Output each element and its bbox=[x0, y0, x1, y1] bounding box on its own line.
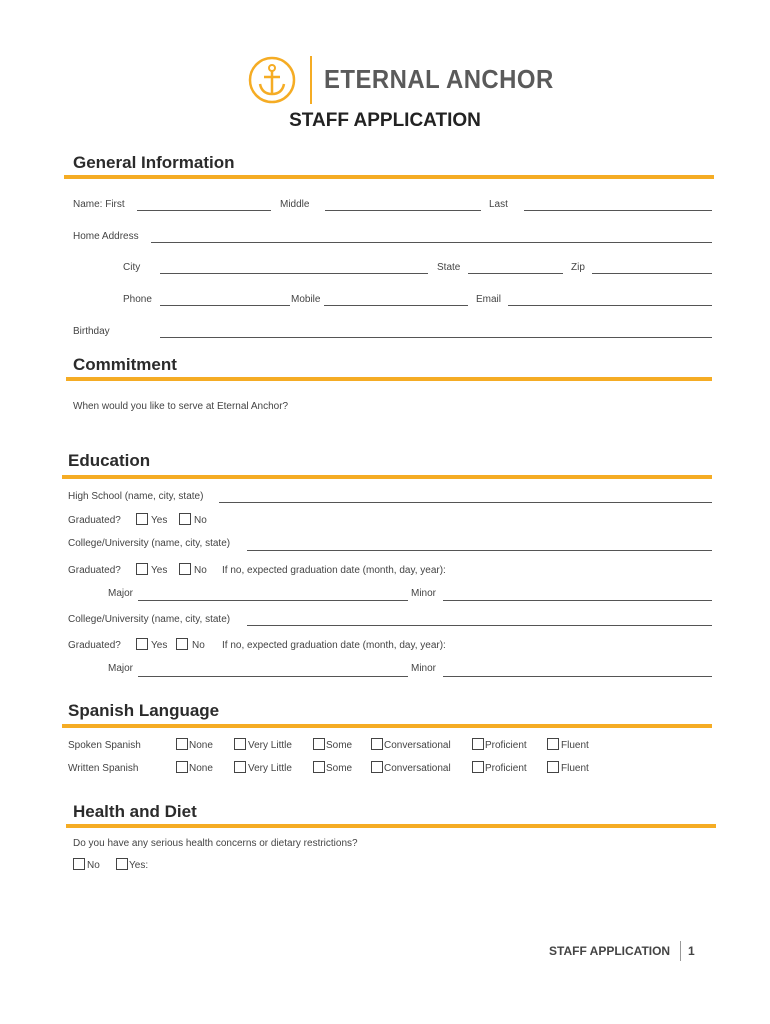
section-rule bbox=[66, 824, 716, 828]
expected-graduation-label: If no, expected graduation date (month, day, year): bbox=[222, 640, 446, 651]
level-label: None bbox=[189, 740, 213, 751]
health-yes-checkbox[interactable] bbox=[116, 858, 128, 870]
written-conversational-checkbox[interactable] bbox=[371, 761, 383, 773]
level-label: Proficient bbox=[485, 740, 527, 751]
written-none-checkbox[interactable] bbox=[176, 761, 188, 773]
spoken-none-checkbox[interactable] bbox=[176, 738, 188, 750]
spoken-spanish-label: Spoken Spanish bbox=[68, 740, 141, 751]
section-rule bbox=[64, 175, 714, 179]
birthday-label: Birthday bbox=[73, 326, 110, 337]
home-address-label: Home Address bbox=[73, 231, 139, 242]
yes-label: Yes bbox=[151, 515, 168, 526]
health-question: Do you have any serious health concerns or dietary restrictions? bbox=[73, 838, 358, 849]
level-label: Proficient bbox=[485, 763, 527, 774]
college2-graduated-no-checkbox[interactable] bbox=[176, 638, 188, 650]
written-spanish-label: Written Spanish bbox=[68, 763, 139, 774]
state-field[interactable] bbox=[468, 273, 563, 274]
major-label: Major bbox=[108, 588, 134, 599]
phone-field[interactable] bbox=[160, 305, 290, 306]
level-label: Some bbox=[326, 763, 353, 774]
logo-divider bbox=[310, 56, 312, 104]
section-general-heading: General Information bbox=[73, 153, 235, 172]
level-label: Some bbox=[326, 740, 353, 751]
minor-label: Minor bbox=[411, 663, 437, 674]
spoken-some-checkbox[interactable] bbox=[313, 738, 325, 750]
birthday-field[interactable] bbox=[160, 337, 712, 338]
section-rule bbox=[66, 377, 712, 381]
college-label: College/University (name, city, state) bbox=[68, 614, 231, 625]
phone-label: Phone bbox=[123, 294, 152, 305]
commitment-question: When would you like to serve at Eternal Anchor? bbox=[73, 401, 289, 412]
level-label: Conversational bbox=[384, 763, 451, 774]
high-school-field[interactable] bbox=[219, 502, 712, 503]
graduated-label: Graduated? bbox=[68, 515, 121, 526]
spoken-conversational-checkbox[interactable] bbox=[371, 738, 383, 750]
level-label: Fluent bbox=[561, 740, 589, 751]
level-label: Fluent bbox=[561, 763, 589, 774]
page-title: STAFF APPLICATION bbox=[289, 110, 481, 131]
last-label: Last bbox=[489, 199, 508, 210]
mobile-field[interactable] bbox=[324, 305, 468, 306]
spoken-proficient-checkbox[interactable] bbox=[472, 738, 484, 750]
anchor-icon bbox=[248, 56, 296, 104]
high-school-label: High School (name, city, state) bbox=[68, 491, 204, 502]
minor-label: Minor bbox=[411, 588, 437, 599]
name-first-label: Name: First bbox=[73, 199, 125, 210]
zip-label: Zip bbox=[571, 262, 585, 273]
section-rule bbox=[62, 724, 712, 728]
no-label: No bbox=[87, 860, 100, 871]
footer-divider bbox=[680, 941, 681, 961]
spoken-fluent-checkbox[interactable] bbox=[547, 738, 559, 750]
level-label: None bbox=[189, 763, 213, 774]
yes-label: Yes: bbox=[129, 860, 149, 871]
section-health-heading: Health and Diet bbox=[73, 802, 197, 821]
brand-name: ETERNAL ANCHOR bbox=[324, 64, 554, 94]
no-label: No bbox=[192, 640, 205, 651]
first-name-field[interactable] bbox=[137, 210, 271, 211]
minor-field[interactable] bbox=[443, 676, 712, 677]
major-field[interactable] bbox=[138, 676, 408, 677]
health-no-checkbox[interactable] bbox=[73, 858, 85, 870]
last-name-field[interactable] bbox=[524, 210, 712, 211]
city-label: City bbox=[123, 262, 141, 273]
level-label: Very Little bbox=[248, 740, 292, 751]
yes-label: Yes bbox=[151, 640, 168, 651]
level-label: Very Little bbox=[248, 763, 292, 774]
college1-graduated-no-checkbox[interactable] bbox=[179, 563, 191, 575]
college2-graduated-yes-checkbox[interactable] bbox=[136, 638, 148, 650]
minor-field[interactable] bbox=[443, 600, 712, 601]
middle-name-field[interactable] bbox=[325, 210, 481, 211]
no-label: No bbox=[194, 565, 207, 576]
footer-title: STAFF APPLICATION bbox=[549, 944, 671, 958]
hs-graduated-no-checkbox[interactable] bbox=[179, 513, 191, 525]
state-label: State bbox=[437, 262, 461, 273]
section-commitment-heading: Commitment bbox=[73, 355, 177, 374]
college-field[interactable] bbox=[247, 625, 712, 626]
home-address-field[interactable] bbox=[151, 242, 712, 243]
written-proficient-checkbox[interactable] bbox=[472, 761, 484, 773]
yes-label: Yes bbox=[151, 565, 168, 576]
email-label: Email bbox=[476, 294, 502, 305]
page-number: 1 bbox=[688, 944, 695, 958]
city-field[interactable] bbox=[160, 273, 428, 274]
middle-label: Middle bbox=[280, 199, 310, 210]
major-field[interactable] bbox=[138, 600, 408, 601]
email-field[interactable] bbox=[508, 305, 712, 306]
college-label: College/University (name, city, state) bbox=[68, 538, 231, 549]
section-education-heading: Education bbox=[68, 451, 151, 470]
mobile-label: Mobile bbox=[291, 294, 321, 305]
college1-graduated-yes-checkbox[interactable] bbox=[136, 563, 148, 575]
written-very-little-checkbox[interactable] bbox=[234, 761, 246, 773]
zip-field[interactable] bbox=[592, 273, 712, 274]
written-some-checkbox[interactable] bbox=[313, 761, 325, 773]
no-label: No bbox=[194, 515, 207, 526]
written-fluent-checkbox[interactable] bbox=[547, 761, 559, 773]
spoken-very-little-checkbox[interactable] bbox=[234, 738, 246, 750]
hs-graduated-yes-checkbox[interactable] bbox=[136, 513, 148, 525]
college-field[interactable] bbox=[247, 550, 712, 551]
section-spanish-heading: Spanish Language bbox=[68, 701, 220, 720]
graduated-label: Graduated? bbox=[68, 640, 121, 651]
level-label: Conversational bbox=[384, 740, 451, 751]
graduated-label: Graduated? bbox=[68, 565, 121, 576]
major-label: Major bbox=[108, 663, 134, 674]
section-rule bbox=[62, 475, 712, 479]
expected-graduation-label: If no, expected graduation date (month, day, year): bbox=[222, 565, 446, 576]
